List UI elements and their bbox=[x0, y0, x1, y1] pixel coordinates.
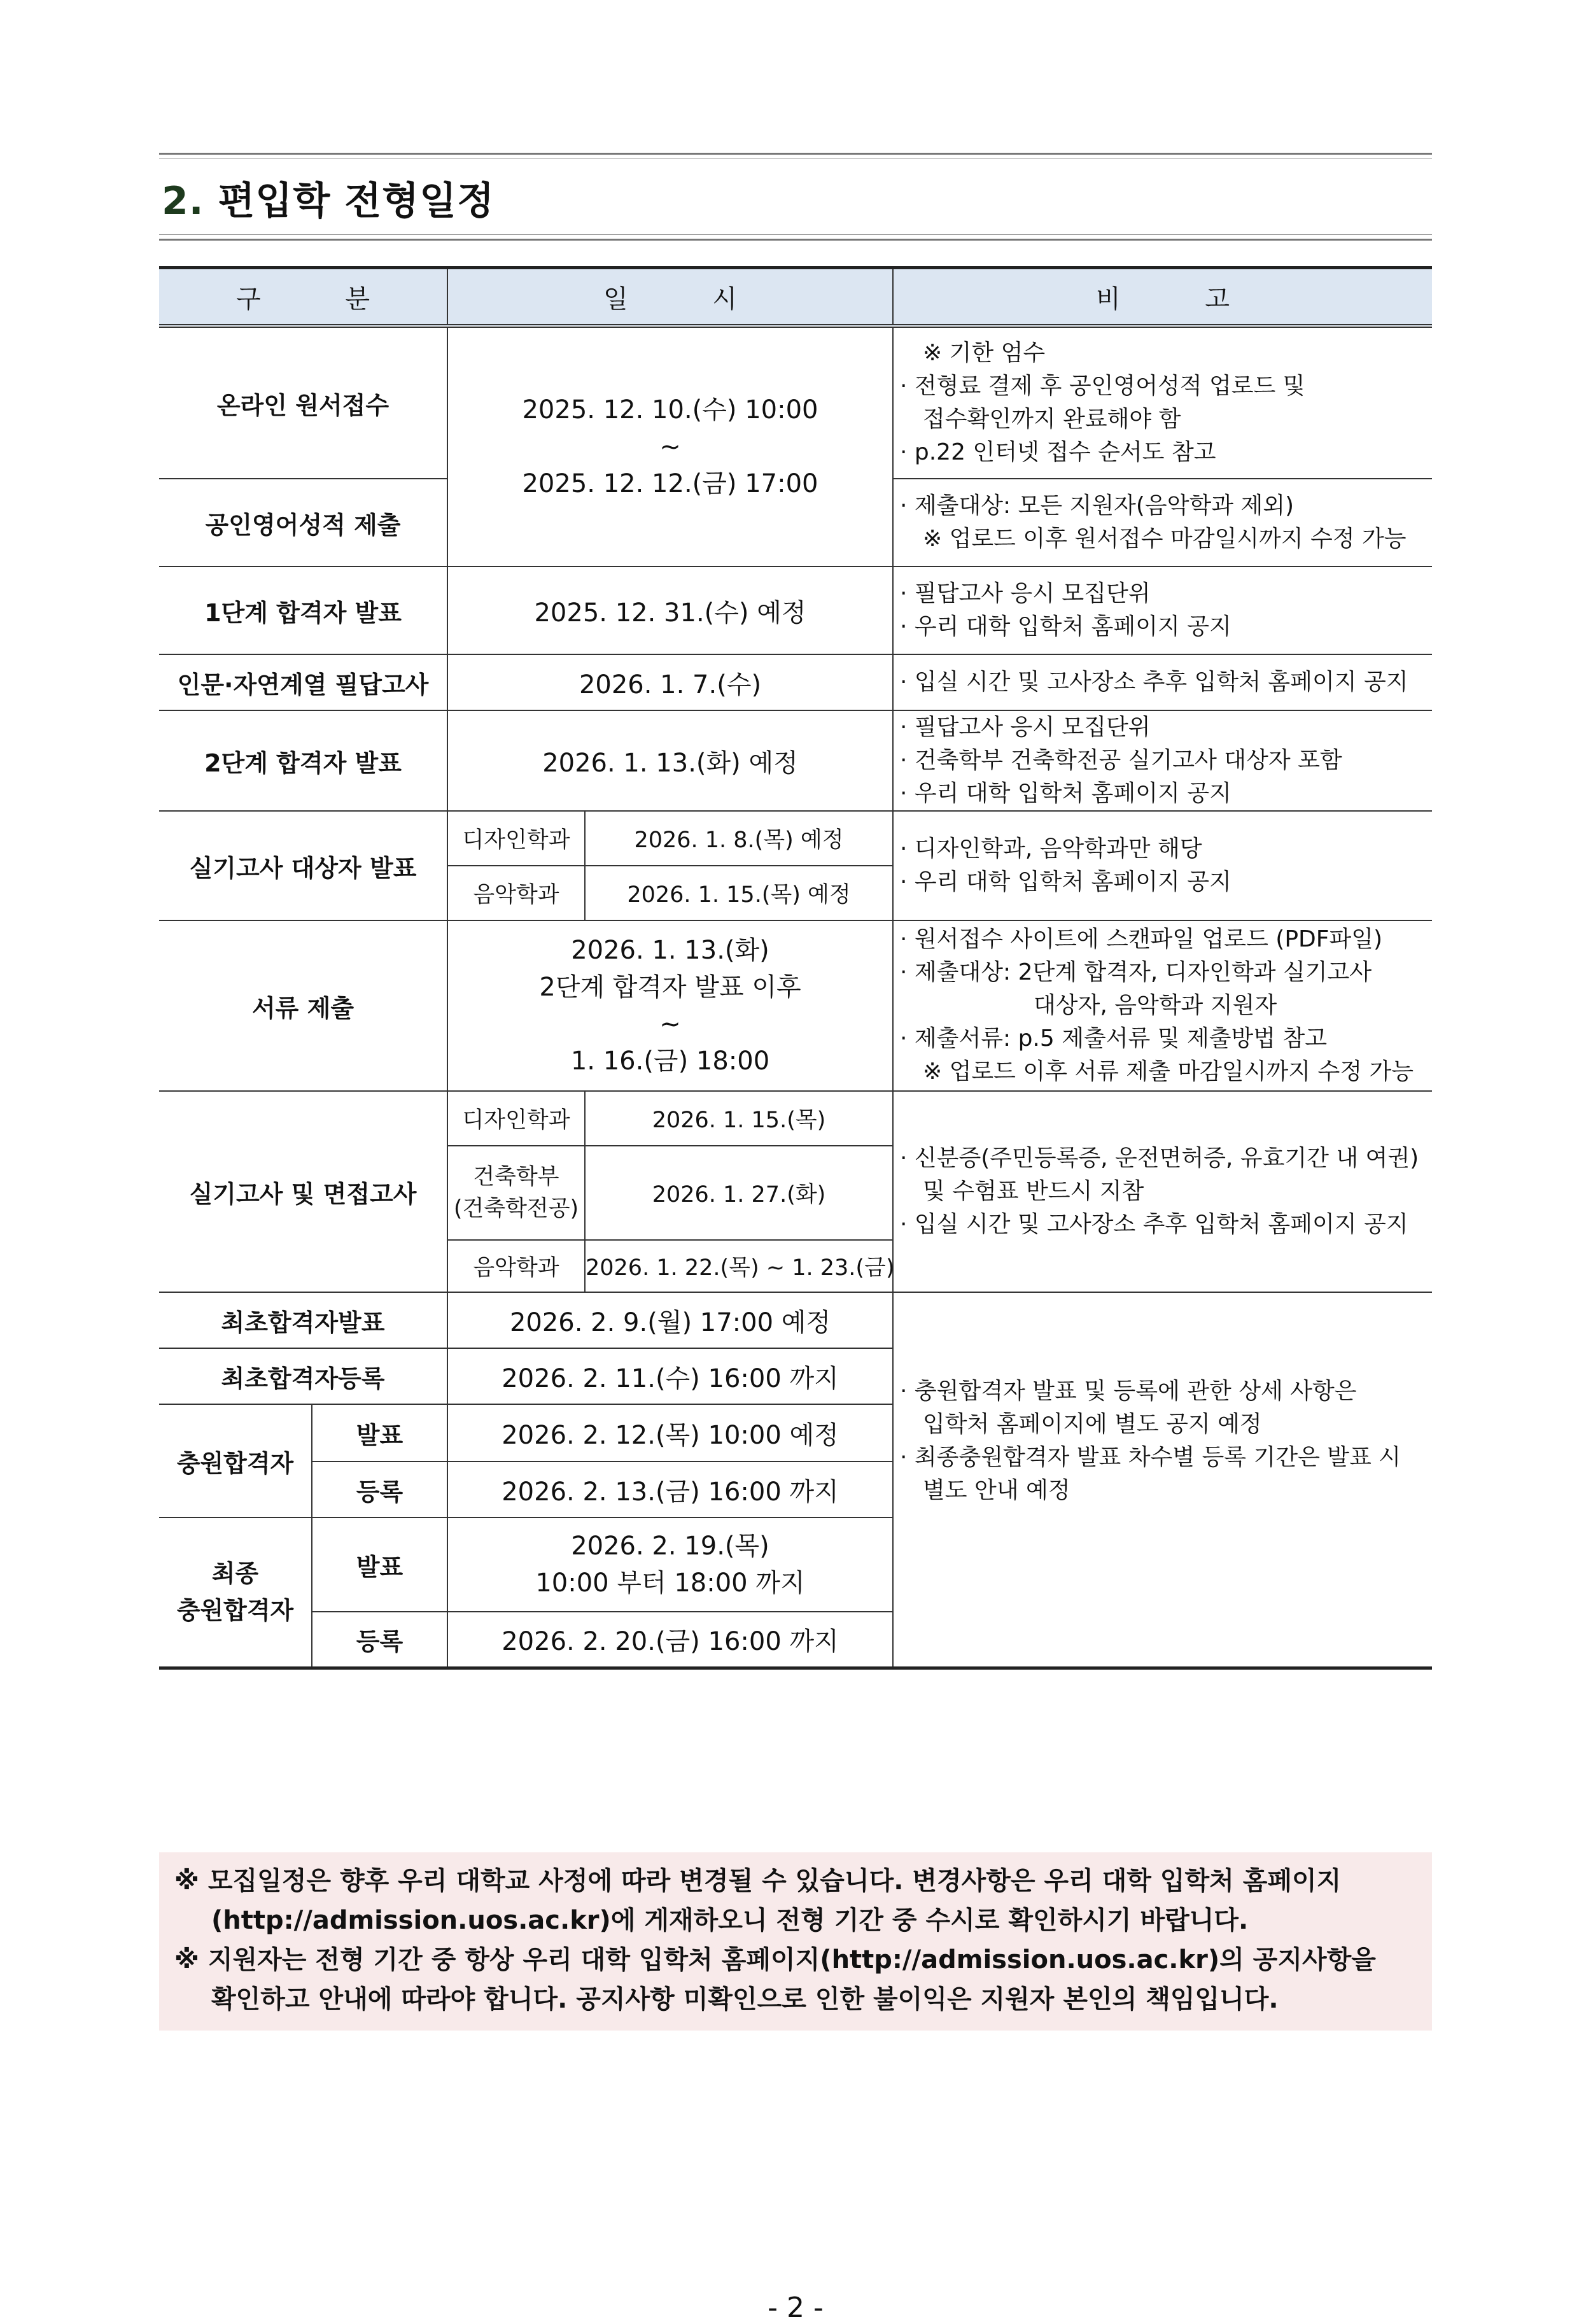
apply-tilde: ~ bbox=[659, 432, 681, 461]
dept-date: 2026. 1. 27.(화) bbox=[585, 1146, 893, 1240]
date-line: 10:00 부터 18:00 까지 bbox=[535, 1568, 805, 1598]
row-date: 2026. 1. 7.(수) bbox=[447, 654, 893, 710]
notice-line: (http://admission.uos.ac.kr)에 게재하오니 전형 기간 중 수시로 확인하시기 바랍니다. bbox=[211, 1906, 1249, 1935]
row-label: 최초합격자등록 bbox=[159, 1348, 447, 1404]
note-line: ※ 업로드 이후 서류 제출 마감일시까지 수정 가능 bbox=[923, 1059, 1414, 1085]
row-notes bbox=[893, 654, 1432, 710]
table-row bbox=[159, 1091, 1432, 1146]
table-row bbox=[159, 567, 1432, 654]
notice-box bbox=[159, 1852, 1432, 2031]
date-line: 1. 16.(금) 18:00 bbox=[570, 1046, 770, 1076]
dept-cell: 음악학과 bbox=[447, 866, 585, 920]
row-label: 온라인 원서접수 bbox=[159, 326, 447, 479]
row-date: 2026. 2. 13.(금) 16:00 까지 bbox=[447, 1461, 893, 1518]
header-datetime: 일 시 bbox=[447, 268, 893, 327]
note-line: 대상자, 음악학과 지원자 bbox=[1034, 992, 1277, 1018]
note-line: · 제출대상: 모든 지원자(음악학과 제외) bbox=[900, 493, 1295, 519]
date-line: 2026. 2. 19.(목) bbox=[571, 1532, 769, 1561]
note-line: · 필답고사 응시 모집단위 bbox=[900, 714, 1151, 740]
schedule-table bbox=[159, 266, 1432, 1670]
note-line: · 충원합격자 발표 및 등록에 관한 상세 사항은 bbox=[900, 1378, 1357, 1405]
note-line: 별도 안내 예정 bbox=[923, 1477, 1070, 1504]
note-line: ※ 업로드 이후 원서접수 마감일시까지 수정 가능 bbox=[923, 526, 1407, 552]
dept-cell: 건축학부 (건축학전공) bbox=[447, 1146, 585, 1240]
row-label bbox=[159, 1518, 312, 1668]
notice-line: 확인하고 안내에 따라야 합니다. 공지사항 미확인으로 인한 불이익은 지원자 본인의 책임입니다. bbox=[211, 1985, 1279, 2014]
row-date: 2026. 1. 13.(화) 예정 bbox=[447, 710, 893, 811]
note-line: · 제출대상: 2단계 합격자, 디자인학과 실기고사 bbox=[900, 959, 1372, 985]
header-category: 구 분 bbox=[159, 268, 447, 327]
note-line: ※ 기한 엄수 bbox=[923, 340, 1046, 366]
section-number: 2. bbox=[162, 179, 204, 223]
row-notes bbox=[893, 1091, 1432, 1292]
row-notes bbox=[893, 567, 1432, 654]
note-line: · 신분증(주민등록증, 운전면허증, 유효기간 내 여권) bbox=[900, 1145, 1419, 1171]
dept-date: 2026. 1. 8.(목) 예정 bbox=[585, 811, 893, 866]
dept-date: 2026. 1. 15.(목) bbox=[585, 1091, 893, 1146]
dept-date: 2026. 1. 15.(목) 예정 bbox=[585, 866, 893, 920]
row-label: 충원합격자 bbox=[159, 1404, 312, 1518]
row-notes bbox=[893, 811, 1432, 920]
row-label: 최초합격자발표 bbox=[159, 1292, 447, 1348]
section-title bbox=[159, 159, 1432, 234]
row-label: 1단계 합격자 발표 bbox=[159, 567, 447, 654]
row-date: 2026. 2. 9.(월) 17:00 예정 bbox=[447, 1292, 893, 1348]
table-row bbox=[159, 710, 1432, 811]
row-label: 공인영어성적 제출 bbox=[159, 479, 447, 567]
table-row bbox=[159, 654, 1432, 710]
apply-start: 2025. 12. 10.(수) 10:00 bbox=[522, 395, 818, 425]
dept-cell: 디자인학과 bbox=[447, 1091, 585, 1146]
result-notes bbox=[893, 1292, 1432, 1668]
note-line: · 원서접수 사이트에 스캔파일 업로드 (PDF파일) bbox=[900, 926, 1383, 952]
dept-cell: 음악학과 bbox=[447, 1240, 585, 1292]
row-notes bbox=[893, 479, 1432, 567]
page-content bbox=[159, 153, 1432, 2324]
table-row bbox=[159, 326, 1432, 479]
note-line: 입학처 홈페이지에 별도 공지 예정 bbox=[923, 1411, 1262, 1438]
date-line: 2026. 1. 13.(화) bbox=[571, 936, 769, 965]
note-line: 접수확인까지 완료해야 함 bbox=[923, 406, 1181, 432]
label-line: 최종 bbox=[211, 1560, 259, 1588]
row-label: 2단계 합격자 발표 bbox=[159, 710, 447, 811]
note-line: · 입실 시간 및 고사장소 추후 입학처 홈페이지 공지 bbox=[900, 669, 1408, 695]
table-row bbox=[159, 811, 1432, 866]
note-line: · 우리 대학 입학처 홈페이지 공지 bbox=[900, 780, 1232, 806]
note-line: · 디자인학과, 음악학과만 해당 bbox=[900, 836, 1202, 862]
date-line: 2단계 합격자 발표 이후 bbox=[539, 973, 801, 1002]
row-date: 2025. 12. 31.(수) 예정 bbox=[447, 567, 893, 654]
row-notes bbox=[893, 920, 1432, 1091]
row-label: 실기고사 및 면접고사 bbox=[159, 1091, 447, 1292]
row-label: 서류 제출 bbox=[159, 920, 447, 1091]
table-row bbox=[159, 920, 1432, 1091]
row-notes bbox=[893, 710, 1432, 811]
note-line: · 필답고사 응시 모집단위 bbox=[900, 581, 1151, 607]
table-row bbox=[159, 1292, 1432, 1348]
row-date bbox=[447, 1518, 893, 1612]
row-label: 실기고사 대상자 발표 bbox=[159, 811, 447, 920]
table-header-row bbox=[159, 268, 1432, 327]
row-date: 2026. 2. 12.(목) 10:00 예정 bbox=[447, 1404, 893, 1461]
row-date: 2026. 2. 11.(수) 16:00 까지 bbox=[447, 1348, 893, 1404]
label-line: 충원합격자 bbox=[176, 1596, 294, 1625]
note-line: · 입실 시간 및 고사장소 추후 입학처 홈페이지 공지 bbox=[900, 1211, 1408, 1237]
note-line: · 제출서류: p.5 제출서류 및 제출방법 참고 bbox=[900, 1025, 1328, 1052]
note-line: · 우리 대학 입학처 홈페이지 공지 bbox=[900, 869, 1232, 895]
sub-label: 등록 bbox=[312, 1461, 447, 1518]
dept-cell: 디자인학과 bbox=[447, 811, 585, 866]
page-number: - 2 - bbox=[768, 2292, 824, 2324]
row-label: 인문·자연계열 필답고사 bbox=[159, 654, 447, 710]
note-line: · 우리 대학 입학처 홈페이지 공지 bbox=[900, 614, 1232, 640]
row-date: 2026. 2. 20.(금) 16:00 까지 bbox=[447, 1612, 893, 1668]
dept-date: 2026. 1. 22.(목) ~ 1. 23.(금) bbox=[585, 1240, 893, 1292]
note-line: · 전형료 결제 후 공인영어성적 업로드 및 bbox=[900, 373, 1305, 399]
sub-label: 발표 bbox=[312, 1518, 447, 1612]
note-line: · 건축학부 건축학전공 실기고사 대상자 포함 bbox=[900, 747, 1342, 773]
apply-period-cell bbox=[447, 326, 893, 567]
apply-end: 2025. 12. 12.(금) 17:00 bbox=[522, 469, 818, 498]
section-title-block bbox=[159, 153, 1432, 241]
note-line: · p.22 인터넷 접수 순서도 참고 bbox=[900, 439, 1216, 465]
note-line: · 최종충원합격자 발표 차수별 등록 기간은 발표 시 bbox=[900, 1444, 1401, 1471]
sub-label: 등록 bbox=[312, 1612, 447, 1668]
documents-date-cell bbox=[447, 920, 893, 1091]
notice-line: ※ 지원자는 전형 기간 중 항상 우리 대학 입학처 홈페이지(http://admission.uos.ac.kr)의 공지사항을 bbox=[174, 1945, 1376, 1975]
notice-line: ※ 모집일정은 향후 우리 대학교 사정에 따라 변경될 수 있습니다. 변경사항은 우리 대학 입학처 홈페이지 bbox=[174, 1866, 1342, 1896]
row-notes bbox=[893, 326, 1432, 479]
header-remarks: 비 고 bbox=[893, 268, 1432, 327]
date-line: ~ bbox=[659, 1010, 681, 1039]
section-title-text: 편입학 전형일정 bbox=[218, 179, 495, 223]
sub-label: 발표 bbox=[312, 1404, 447, 1461]
note-line: 및 수험표 반드시 지참 bbox=[923, 1178, 1144, 1204]
